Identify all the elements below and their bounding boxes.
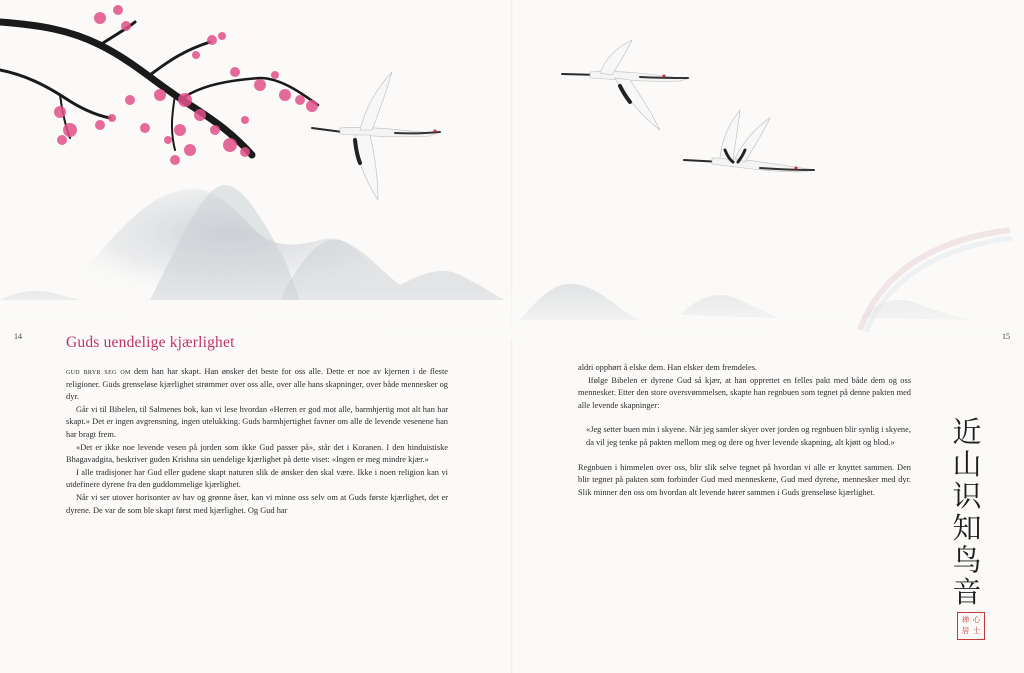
calligraphy-char: 知 (952, 511, 982, 545)
paragraph-3: «Det er ikke noe levende vesen på jorden som ikke Gud passer på», står det i Koranen. I den hinduistiske Bhagavadgita, beskriver guden Krishna sin uendelige kjærlighet på dette viset: «Ingen er meg mindre kjær.» (66, 442, 448, 465)
calligraphy-char: 近 (952, 415, 982, 449)
left-column (66, 366, 448, 517)
crane-3 (684, 110, 814, 172)
crane-1 (312, 72, 440, 200)
paragraph-2: Går vi til Bibelen, til Salmenes bok, kan vi lese hvordan «Herren er god mot alle, barmhjertig mot alt han har skapt.» Det er ingen avgrensning, ingen utelukking. Guds barmhjertighet favner om alle de levende vesenene han har bragt frem. (66, 404, 448, 439)
page-number-right: 15 (1002, 332, 1010, 341)
paragraph-4: I alle tradisjoner har Gud eller gudene skapt naturen slik de ønsker den skal være. Ikke i noen religion kan vi utdefinere dyrene fra den guddommelige kjærlighet. (66, 467, 448, 490)
bible-quote: «Jeg setter buen min i skyene. Når jeg samler skyer over jorden og regnbuen blir synlig i skyene, da vil jeg tenke på pakten mellom meg og dere og hver levende skapning, alt kjøtt og blod.» (586, 425, 911, 447)
red-seal-stamp: 禅 心 居 士 (957, 612, 985, 640)
paragraph-8: Regnbuen i himmelen over oss, blir slik selve tegnet på hvordan vi alle er knyttet sammen. Den blir tegnet på pakten som forbinder Gud med menneskene, Gud med dyrene, mennesker med dyr. Slik minner den oss om hvordan alt levende hører sammen i Guds grenseløse kjærlighet. (578, 462, 911, 497)
calligraphy-char: 识 (952, 479, 982, 513)
vertical-calligraphy (944, 416, 990, 608)
right-column (578, 362, 911, 499)
paragraph-5: Når vi ser utover horisonter av hav og grønne åser, kan vi minne oss selv om at Guds første kjærlighet, det er dyrene. De var de som ble skapt først med kjærlighet. Og Gud har (66, 492, 448, 515)
page-number-left: 14 (14, 332, 22, 341)
chapter-title: Guds uendelige kjærlighet (66, 334, 235, 351)
lead-smallcaps: gud bryr seg om (66, 367, 131, 376)
paragraph-7: Ifølge Bibelen er dyrene Gud så kjær, at han opprettet en felles pakt med både dem og oss mennesker. Etter den store oversvømmelsen, skapte han regnbuen som tegnet på denne pakten med alle levende skapninger: (578, 375, 911, 410)
crane-2 (562, 40, 690, 130)
cherry-blossom-branch (0, 5, 318, 165)
calligraphy-char: 山 (952, 447, 982, 481)
paragraph-6: aldri opphørt å elske dem. Han elsker dem fremdeles. (578, 363, 758, 372)
calligraphy-char: 鸟 (952, 543, 982, 577)
paragraph-1: gud bryr seg om dem han har skapt. Han ønsker det beste for oss alle. Dette er noe av kjernen i de fleste religioner. Guds grenseløse kjærlighet strømmer over oss alle, over alle hans skapninger, over både mennesker og dyr. (66, 367, 448, 402)
calligraphy-char: 音 (952, 575, 982, 609)
